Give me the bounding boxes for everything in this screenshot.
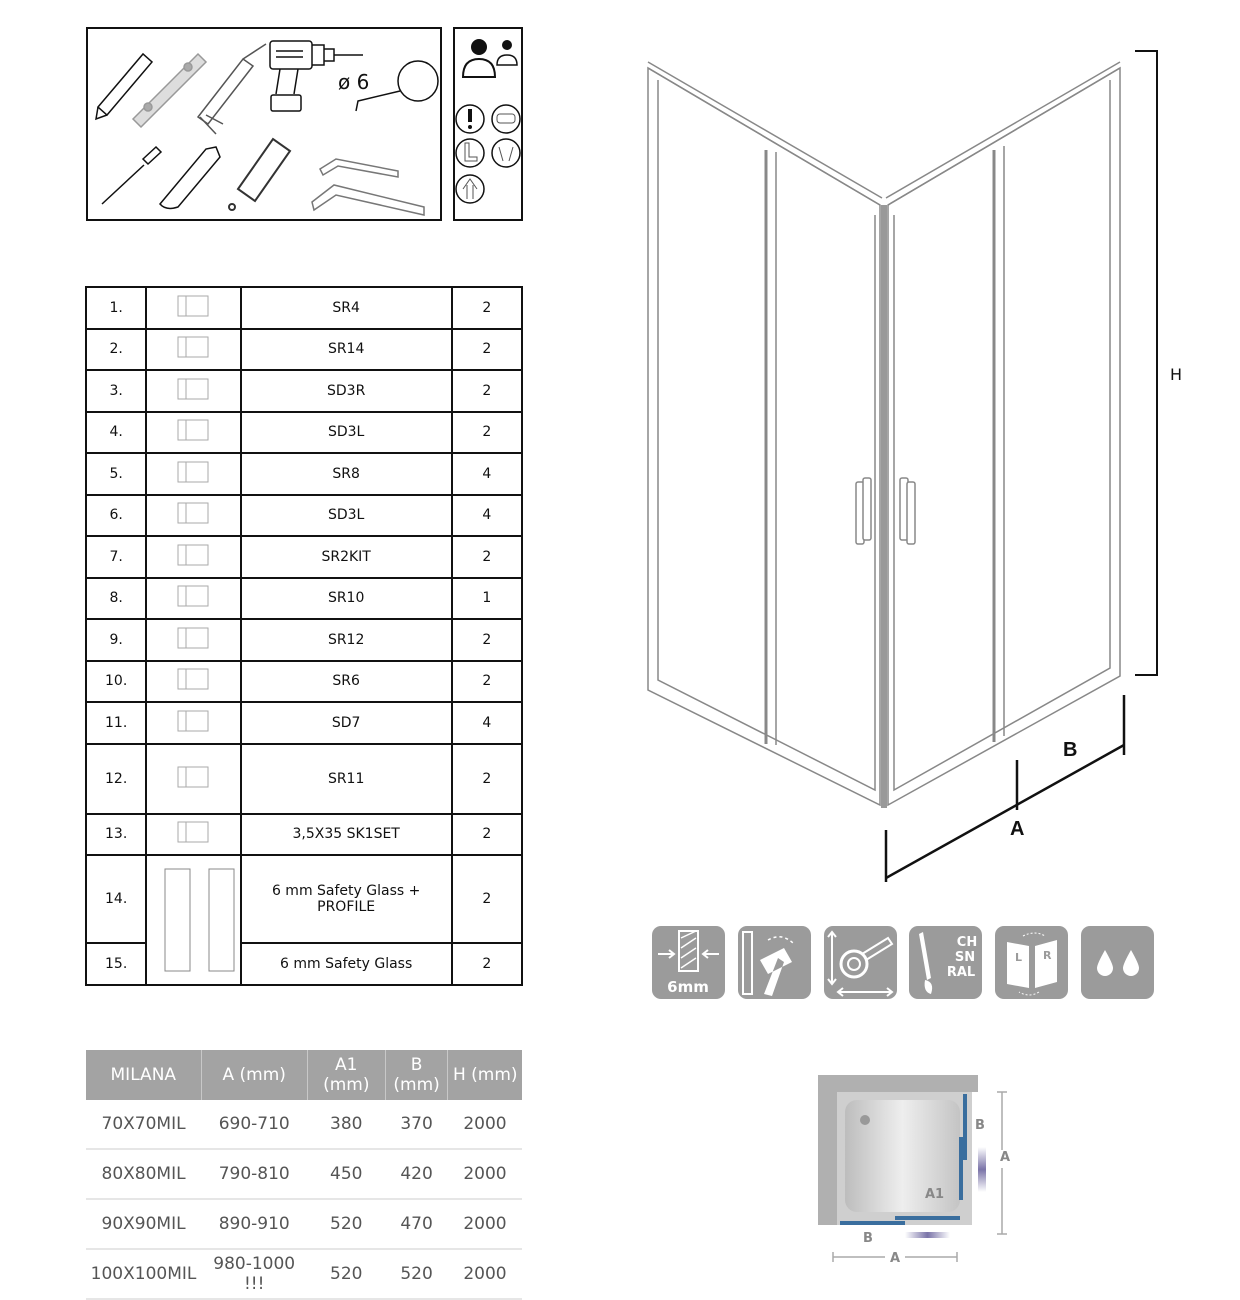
part-name: SR10 — [241, 578, 452, 620]
glass-panels-icon — [146, 855, 240, 985]
dimension-a-label: A — [1010, 818, 1025, 840]
caulking-gun-icon — [198, 44, 266, 134]
part-number: 4. — [86, 412, 146, 454]
finish-code-ral: RAL — [946, 965, 976, 980]
cell-a1: 520 — [307, 1199, 385, 1249]
cell-b: 520 — [385, 1249, 448, 1299]
part-number: 5. — [86, 453, 146, 495]
part-quantity: 2 — [452, 329, 522, 371]
enclosure-frame — [648, 62, 1120, 808]
part-quantity: 4 — [452, 495, 522, 537]
dimensions-row — [86, 1249, 522, 1299]
header-h: H (mm) — [448, 1050, 522, 1100]
part-quantity: 2 — [452, 370, 522, 412]
plan-b-bottom-label: B — [863, 1231, 873, 1246]
glass-thickness-label: 6mm — [667, 978, 709, 996]
cell-h: 2000 — [448, 1100, 522, 1149]
reversible-door-icon — [995, 926, 1068, 999]
part-quantity: 2 — [452, 744, 522, 814]
parts-row — [86, 744, 522, 814]
part-number: 11. — [86, 702, 146, 744]
utility-knife-icon — [160, 147, 220, 208]
parts-row — [86, 412, 522, 454]
safety-goggles-icon — [492, 105, 520, 133]
parts-row — [86, 578, 522, 620]
header-b-top: B — [410, 1055, 423, 1075]
parts-row — [86, 536, 522, 578]
part-name: SD7 — [241, 702, 452, 744]
part-number: 13. — [86, 814, 146, 856]
roller-sr6-icon — [146, 661, 240, 703]
door-left-label: L — [1015, 951, 1023, 964]
height-label: H — [1170, 365, 1183, 384]
dimensions-row — [86, 1100, 522, 1149]
cell-a1: 520 — [307, 1249, 385, 1299]
stopper-sd7-icon — [146, 702, 240, 744]
part-name: SR14 — [241, 329, 452, 371]
joint-sr10-icon — [146, 578, 240, 620]
hacksaw-icon — [229, 139, 290, 210]
finish-code-ch: CH — [956, 935, 978, 950]
dimensions-table-header — [86, 1050, 522, 1100]
protective-clothing-icon — [456, 175, 484, 203]
parts-row — [86, 661, 522, 703]
parts-row — [86, 814, 522, 856]
part-quantity: 2 — [452, 287, 522, 329]
door-handle-left-icon — [856, 478, 871, 544]
part-name-line2: PROFILE — [317, 899, 376, 915]
parts-row — [86, 329, 522, 371]
hex-key-icon — [312, 159, 424, 215]
header-model: MILANA — [86, 1050, 201, 1100]
safety-equipment-panel — [453, 27, 523, 221]
part-name: SR11 — [241, 744, 452, 814]
part-number: 10. — [86, 661, 146, 703]
part-quantity: 2 — [452, 619, 522, 661]
part-name: SR6 — [241, 661, 452, 703]
gloves-icon — [492, 139, 520, 167]
header-a: A (mm) — [201, 1050, 307, 1100]
header-b-bottom: (mm) — [393, 1075, 440, 1095]
cell-a: 690-710 — [201, 1100, 307, 1149]
spirit-level-icon — [133, 54, 206, 127]
part-number: 9. — [86, 619, 146, 661]
parts-row — [86, 619, 522, 661]
cell-b: 420 — [385, 1149, 448, 1199]
part-quantity: 2 — [452, 814, 522, 856]
corner-sr14-icon — [146, 329, 240, 371]
part-name — [241, 855, 452, 943]
part-number: 12. — [86, 744, 146, 814]
part-number: 6. — [86, 495, 146, 537]
dimensions-row — [86, 1199, 522, 1249]
part-name: SR4 — [241, 287, 452, 329]
plan-a1-label: A1 — [925, 1187, 945, 1202]
two-installers-icon — [463, 39, 517, 77]
cell-a: 890-910 — [201, 1199, 307, 1249]
part-name: 6 mm Safety Glass — [241, 943, 452, 985]
screwdriver-icon — [102, 147, 161, 204]
safety-boots-icon — [456, 139, 484, 167]
cell-h: 2000 — [448, 1199, 522, 1249]
height-dimension-line — [1135, 51, 1157, 675]
dimensions-row — [86, 1149, 522, 1199]
drill-bit-size-label: ø 6 — [338, 70, 370, 94]
door-right-label: R — [1043, 949, 1052, 962]
part-quantity: 1 — [452, 578, 522, 620]
part-number: 15. — [86, 943, 146, 985]
parts-row — [86, 370, 522, 412]
part-name: 3,5X35 SK1SET — [241, 814, 452, 856]
parts-row — [86, 287, 522, 329]
parts-row — [86, 855, 522, 943]
enclosure-diagram — [630, 40, 1220, 890]
required-tools-panel — [86, 27, 442, 221]
part-number: 7. — [86, 536, 146, 578]
cell-a1: 380 — [307, 1100, 385, 1149]
parts-row — [86, 495, 522, 537]
part-number: 2. — [86, 329, 146, 371]
part-quantity: 4 — [452, 702, 522, 744]
glass-thickness-icon — [652, 926, 725, 999]
cell-a: 980-1000 !!! — [201, 1249, 307, 1299]
part-name: SR2KIT — [241, 536, 452, 578]
part-name: SR8 — [241, 453, 452, 495]
floor-plan-diagram — [815, 1072, 1020, 1272]
cell-a1: 450 — [307, 1149, 385, 1199]
dimensions-table — [86, 1050, 522, 1300]
finish-options-icon — [909, 926, 982, 999]
cell-model: 90X90MIL — [86, 1199, 201, 1249]
part-quantity: 2 — [452, 536, 522, 578]
rail-sd3l-icon — [146, 412, 240, 454]
part-number: 1. — [86, 287, 146, 329]
width-dimension-lines — [886, 695, 1124, 882]
part-name: SD3L — [241, 412, 452, 454]
part-quantity: 2 — [452, 943, 522, 985]
cell-a: 790-810 — [201, 1149, 307, 1199]
profile-sr4-icon — [146, 287, 240, 329]
parts-row — [86, 453, 522, 495]
part-number: 14. — [86, 855, 146, 943]
part-number: 8. — [86, 578, 146, 620]
safety-glass-hammer-icon — [738, 926, 811, 999]
parts-row — [86, 702, 522, 744]
warning-icon — [456, 105, 484, 133]
tools-illustration — [88, 29, 440, 219]
finish-code-sn: SN — [954, 950, 976, 965]
handle-sr11-icon — [146, 744, 240, 814]
screw-set-icon — [146, 814, 240, 856]
cell-model: 100X100MIL — [86, 1249, 201, 1299]
part-name-line1: 6 mm Safety Glass + — [271, 883, 421, 899]
cell-b: 470 — [385, 1199, 448, 1249]
part-name: SD3L — [241, 495, 452, 537]
water-repellent-icon — [1081, 926, 1154, 999]
part-quantity: 2 — [452, 412, 522, 454]
adjustable-size-icon — [824, 926, 897, 999]
cell-model: 80X80MIL — [86, 1149, 201, 1199]
roller-sr12-icon — [146, 619, 240, 661]
plan-a-side-label: A — [1000, 1150, 1011, 1165]
dimension-b-label: B — [1063, 739, 1078, 761]
cell-h: 2000 — [448, 1149, 522, 1199]
rail-sd3r-icon — [146, 370, 240, 412]
parts-list-table — [85, 286, 523, 986]
profile-sr8-icon — [146, 453, 240, 495]
plan-a-bottom-label: A — [890, 1251, 901, 1266]
part-name: SR12 — [241, 619, 452, 661]
kit-sr2kit-icon — [146, 536, 240, 578]
profile-sd3l-icon — [146, 495, 240, 537]
door-handle-right-icon — [900, 478, 915, 544]
plan-b-side-label: B — [975, 1118, 985, 1133]
header-b — [385, 1050, 448, 1100]
part-name: SD3R — [241, 370, 452, 412]
part-quantity: 4 — [452, 453, 522, 495]
cell-h: 2000 — [448, 1249, 522, 1299]
header-a1: A1 (mm) — [307, 1050, 385, 1100]
part-number: 3. — [86, 370, 146, 412]
cell-b: 370 — [385, 1100, 448, 1149]
part-quantity: 2 — [452, 661, 522, 703]
cell-model: 70X70MIL — [86, 1100, 201, 1149]
part-quantity: 2 — [452, 855, 522, 943]
